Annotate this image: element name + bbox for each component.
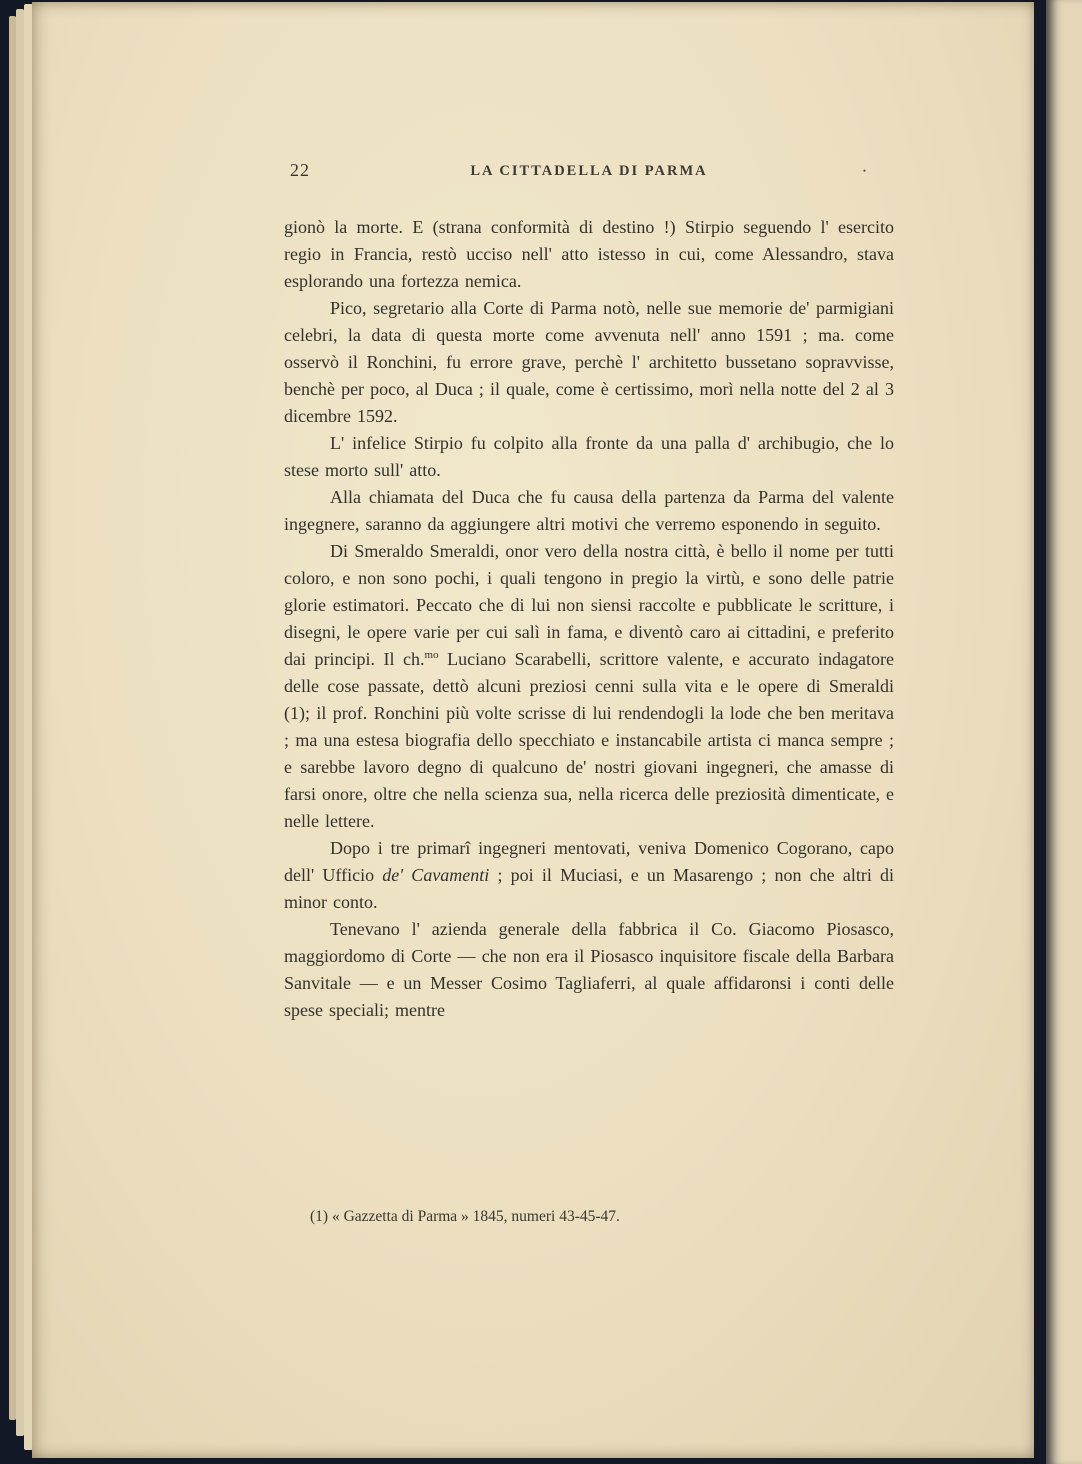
text-run: Di Smeraldo Smeraldi, onor vero della nostra città, è bello il nome per tutti coloro, e non sono pochi, i quali tengono in pregio la virtù, e sono delle patrie glorie estimatori. Peccato che di lui non siensi raccolte e pubblicate le scritture, i disegni, le opere varie per cui salì in fama, e diventò caro ai cittadini, e preferito dai principi. Il ch. xyxy=(284,541,894,669)
text-run: Pico, segretario alla Corte di Parma notò, nelle sue memorie de' parmigiani celebri, la data di questa morte come avvenuta nell' anno 1591 ; ma. come osservò il Ronchini, fu errore grave, perchè l' architetto bussetano sopravvisse, benchè per poco, al Duca ; il quale, come è certissimo, morì nella notte del 2 al 3 dicembre 1592. xyxy=(284,298,894,426)
paragraph xyxy=(284,916,894,1024)
running-title: LA CITTADELLA DI PARMA xyxy=(470,163,708,179)
print-artifact-dot: • xyxy=(862,166,866,176)
next-page-edge xyxy=(1046,0,1082,1464)
text-run: gionò la morte. E (strana conformità di destino !) Stirpio seguendo l' esercito regio in Francia, restò ucciso nell' atto istesso in cui, come Alessandro, stava esplorando una fortezza nemica. xyxy=(284,217,894,291)
book-page xyxy=(32,2,1034,1458)
text-run: Dopo i tre primarî ingegneri mentovati, veniva Domenico Cogorano, capo dell' Ufficio xyxy=(284,838,894,885)
text-run: mo xyxy=(424,649,439,661)
text-run: Alla chiamata del Duca che fu causa della partenza da Parma del valente ingegnere, saranno da aggiungere altri motivi che verremo esponendo in seguito. xyxy=(284,487,894,534)
text-run: Luciano Scarabelli, scrittore valente, e accurato indagatore delle cose passate, dettò alcuni preziosi cenni sulla vita e le opere di Smeraldi (1); il prof. Ronchini più volte scrisse di lui rendendogli la lode che ben meritava ; ma una estesa biografia dello specchiato e instancabile artista ci manca sempre ; e sarebbe lavoro degno di qualcuno de' nostri giovani ingegneri, che amasse di farsi onore, oltre che nella scienza sua, nella ricerca delle preziosità dimenticate, e nelle lettere. xyxy=(284,649,894,831)
paragraph xyxy=(284,430,894,484)
text-run: ; poi il Muciasi, e un Masarengo ; non che altri di minor conto. xyxy=(284,865,895,912)
paragraph xyxy=(284,538,894,835)
page-edge xyxy=(16,9,24,1436)
paragraph xyxy=(284,835,894,916)
paragraph xyxy=(284,295,894,430)
page-header xyxy=(284,160,894,186)
text-run: L' infelice Stirpio fu colpito alla fronte da una palla d' archibugio, che lo stese morto sull' atto. xyxy=(284,433,894,480)
text-run: Tenevano l' azienda generale della fabbrica il Co. Giacomo Piosasco, maggiordomo di Corte — che non era il Piosasco inquisitore fiscale della Barbara Sanvitale — e un Messer Cosimo Tagliaferri, al quale affidaronsi i conti delle spese speciali; mentre xyxy=(284,919,894,1020)
page-body xyxy=(284,214,894,1024)
text-run: de' Cavamenti xyxy=(382,865,490,885)
page-edge xyxy=(9,16,16,1420)
page-number: 22 xyxy=(290,160,310,180)
paragraph xyxy=(284,484,894,538)
paragraph xyxy=(284,214,894,295)
footnote: (1) « Gazzetta di Parma » 1845, numeri 43-45-47. xyxy=(310,1208,620,1225)
